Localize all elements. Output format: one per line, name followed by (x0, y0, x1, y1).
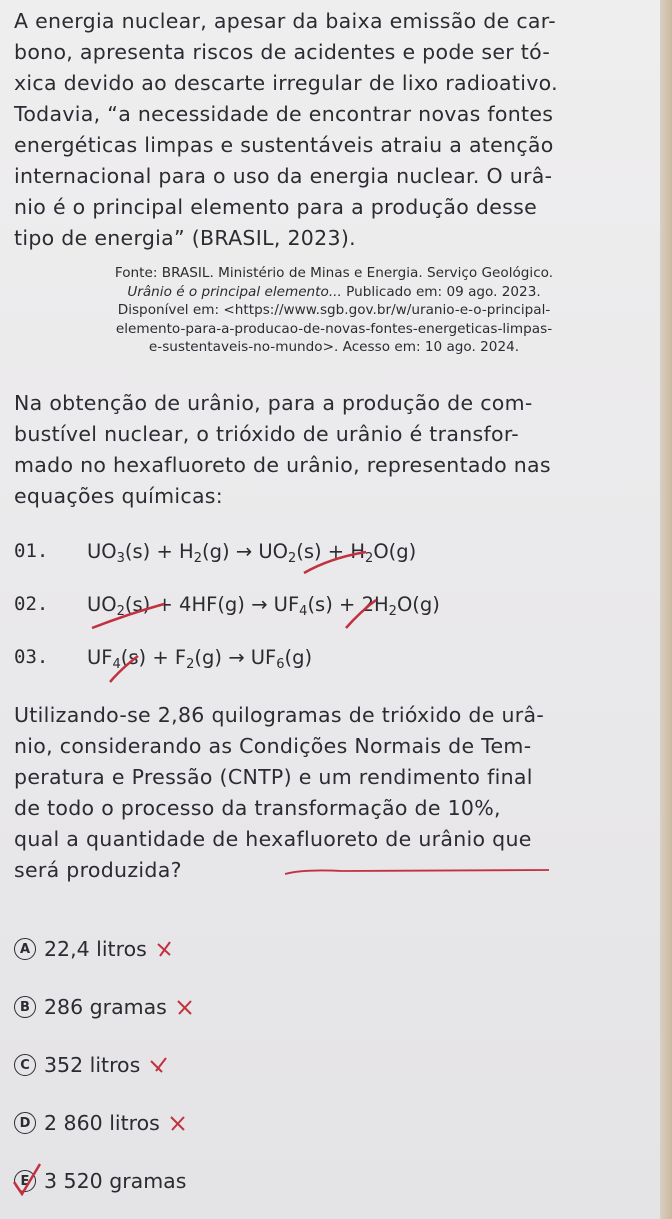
cross-mark-icon (175, 997, 195, 1017)
question-line: nio, considerando as Condições Normais de Tem- (14, 734, 532, 758)
option-letter: B (14, 996, 36, 1018)
source-title: Urânio é o principal elemento... (127, 283, 342, 300)
option-e[interactable] (14, 1152, 654, 1210)
equation-1 (14, 540, 654, 574)
equation-number: 03. (14, 646, 49, 668)
context-line: mado no hexafluoreto de urânio, representado nas (14, 453, 551, 477)
cross-mark-icon (155, 939, 175, 959)
intro-line: bono, apresenta riscos de acidentes e pode ser tó- (14, 40, 551, 64)
option-text: 2 860 litros (44, 1111, 160, 1135)
option-letter: C (14, 1054, 36, 1076)
source-line: Disponível em: <https://www.sgb.gov.br/w/uranio-e-o-principal- (117, 302, 551, 318)
source-citation (24, 264, 644, 357)
cross-mark-icon (148, 1055, 170, 1075)
option-a[interactable] (14, 920, 654, 978)
answer-options (14, 920, 654, 1210)
question-line: qual a quantidade de hexafluoreto de urânio que (14, 827, 532, 851)
option-text: 22,4 litros (44, 937, 147, 961)
handwritten-underline (283, 868, 551, 876)
intro-line: nio é o principal elemento para a produção desse (14, 195, 537, 219)
intro-line: tipo de energia” (BRASIL, 2023). (14, 226, 356, 250)
equation-number: 02. (14, 593, 49, 615)
equation-2 (14, 593, 654, 627)
intro-line: internacional para o uso da energia nuclear. O urâ- (14, 164, 553, 188)
source-line (24, 283, 644, 302)
context-line: Na obtenção de urânio, para a produção de com- (14, 391, 533, 415)
page-edge (660, 0, 672, 1219)
equation-body: $UO_3(s) + H_2(g) \to UO_2(s) + H_2O(g)$ (87, 540, 417, 566)
question-line: de todo o processo da transformação de 10%, (14, 796, 501, 820)
source-line: Fonte: BRASIL. Ministério de Minas e Energia. Serviço Geológico. (114, 265, 554, 281)
context-line: equações químicas: (14, 484, 223, 508)
question-line: será produzida? (14, 858, 182, 882)
equation-body: $UF_4(s) + F_2(g) \to UF_6(g)$ (87, 646, 313, 672)
intro-line: A energia nuclear, apesar da baixa emissão de car- (14, 9, 556, 33)
option-letter: A (14, 938, 36, 960)
option-c[interactable] (14, 1036, 654, 1094)
intro-paragraph (14, 6, 654, 254)
option-text: 3 520 gramas (44, 1169, 187, 1193)
option-letter: E (14, 1170, 36, 1192)
option-text: 352 litros (44, 1053, 141, 1077)
equation-body: $UO_2(s) + 4HF(g) \to UF_4(s) + 2H_2O(g)$ (87, 593, 440, 619)
question-line: Utilizando-se 2,86 quilogramas de trióxido de urâ- (14, 703, 545, 727)
intro-line: xica devido ao descarte irregular de lixo radioativo. (14, 71, 558, 95)
source-line: elemento-para-a-producao-de-novas-fontes-energeticas-limpas- (115, 320, 553, 337)
source-line: e-sustentaveis-no-mundo>. Acesso em: 10 ago. 2024. (148, 339, 520, 355)
intro-line: energéticas limpas e sustentáveis atraiu a atenção (14, 133, 554, 157)
option-b[interactable] (14, 978, 654, 1036)
cross-mark-icon (168, 1113, 188, 1133)
context-paragraph (14, 388, 654, 512)
question-paragraph (14, 700, 654, 886)
question-line: peratura e Pressão (CNTP) e um rendimento final (14, 765, 533, 789)
equation-number: 01. (14, 540, 49, 562)
equation-3 (14, 646, 654, 680)
intro-line: Todavia, “a necessidade de encontrar novas fontes (14, 102, 554, 126)
option-letter: D (14, 1112, 36, 1134)
option-text: 286 gramas (44, 995, 167, 1019)
option-d[interactable] (14, 1094, 654, 1152)
context-line: bustível nuclear, o trióxido de urânio é transfor- (14, 422, 519, 446)
source-date: Publicado em: 09 ago. 2023. (341, 283, 541, 300)
